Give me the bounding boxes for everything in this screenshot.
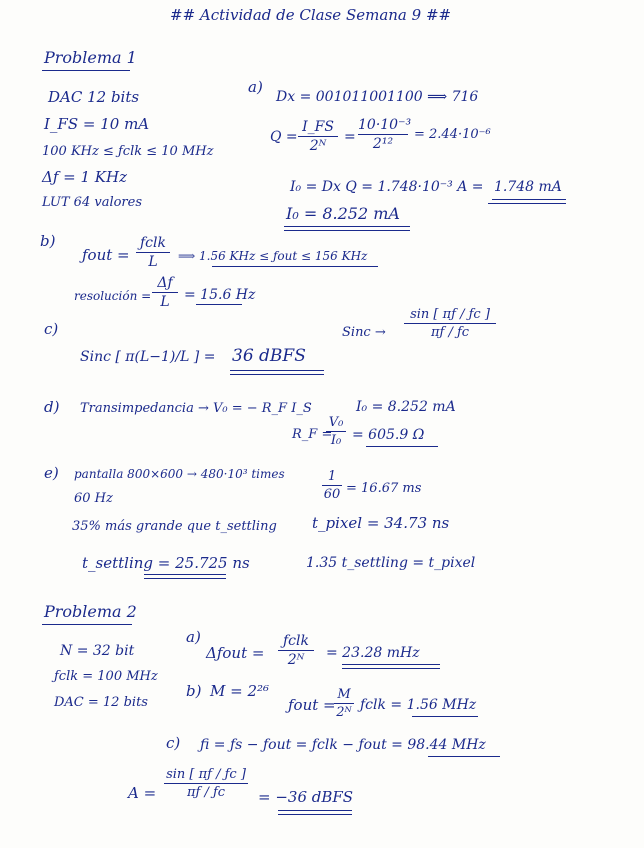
p1-b-fout-range-underline: [212, 266, 378, 267]
p1-a-q-fraction-2: [358, 117, 412, 152]
p1-given-ifs: I_FS = 10 mA: [44, 115, 150, 133]
p1-e-tpixel: t_pixel = 34.73 ns: [312, 514, 450, 532]
problem-2-heading: Problema 2: [44, 602, 137, 621]
p1-e-tsettling-underline-2: [144, 578, 226, 579]
p1-b-fout-fraction: [136, 236, 170, 269]
p1-e-period-result: = 16.67 ms: [346, 481, 422, 496]
p2-b-denominator: 2ᴺ: [336, 705, 352, 720]
problem-2-underline: [42, 624, 132, 625]
p1-a-io-calc: I₀ = Dx Q = 1.748·10⁻³ A =: [290, 179, 484, 195]
p1-e-tsettling: t_settling = 25.725 ns: [82, 554, 250, 572]
p2-a-denominator: 2ᴺ: [287, 652, 305, 668]
p1-c-label: c): [44, 320, 59, 338]
p1-c-sinc-eval: Sinc [ π(L−1)/L ] =: [80, 349, 216, 365]
p1-given-lut: LUT 64 valores: [42, 195, 143, 210]
p2-c-equation: ƒi = ƒs − ƒout = ƒclk − ƒout = 98.44 MHz: [200, 737, 486, 753]
p2-given-n: N = 32 bit: [60, 643, 135, 659]
p1-a-q-denominator: 2ᴺ: [309, 138, 327, 154]
p1-a-label: a): [248, 78, 263, 96]
p2-c-result-underline: [428, 756, 500, 757]
p1-a-dx: Dx = 001011001100 ⟹ 716: [276, 89, 479, 105]
p1-e-label: e): [44, 464, 59, 482]
p1-b-fout-range: ⟹ 1.56 KHz ≤ ƒout ≤ 156 KHz: [178, 249, 368, 263]
p2-b-numerator: M: [337, 687, 351, 702]
p1-c-sinc-denominator: πƒ / ƒc: [430, 325, 470, 340]
p2-a-fraction: [278, 634, 314, 667]
p1-d-rf-result-underline: [366, 446, 438, 447]
p1-e-relation: 1.35 t_settling = t_pixel: [306, 555, 476, 571]
p2-b-result: ƒclk = 1.56 MHz: [360, 697, 477, 713]
p2-a-lhs: Δƒout =: [206, 644, 265, 662]
p2-b-lhs: ƒout =: [288, 696, 336, 714]
p2-a-result: = 23.28 mHz: [326, 645, 420, 661]
p1-b-fout-lhs: ƒout =: [82, 246, 130, 264]
p2-d-result-underline-2: [278, 814, 352, 815]
p1-a-q-numerator: I_FS: [302, 119, 334, 135]
p1-given-fclk-range: 100 KHz ≤ ƒclk ≤ 10 MHz: [42, 144, 214, 159]
p2-given-fclk: ƒclk = 100 MHz: [54, 669, 158, 684]
p2-given-dac: DAC = 12 bits: [54, 695, 148, 710]
p2-b-fraction: [334, 688, 354, 719]
p1-a-io-final-underline-2: [284, 230, 410, 231]
p1-b-resolution-underline: [196, 304, 242, 305]
p2-d-denominator: πƒ / ƒc: [186, 785, 226, 800]
p1-b-resolution-value: = 15.6 Hz: [184, 287, 256, 303]
p1-given-dac: DAC 12 bits: [48, 88, 140, 106]
p1-e-period-denominator: 60: [323, 487, 341, 502]
p2-d-result: = −36 dBFS: [258, 788, 354, 806]
p1-e-percent-note: 35% más grande que t_settling: [72, 519, 277, 534]
p1-c-sinc-result: 36 dBFS: [232, 346, 306, 366]
p2-d-fraction: [164, 768, 248, 799]
p1-d-rf-denominator: I₀: [330, 433, 342, 448]
p1-a-io-result: 1.748 mA: [494, 179, 562, 195]
p2-b-m: M = 2²⁶: [210, 682, 270, 700]
p1-b-fout-denominator: L: [148, 254, 158, 270]
p1-a-q-fraction: [298, 120, 338, 153]
p2-a-label: a): [186, 628, 201, 646]
p1-d-rf-fraction: [326, 416, 346, 447]
p1-d-transimpedance: Transimpedancia → V₀ = − R_F I_S: [80, 401, 312, 416]
p1-a-q-result: = 2.44·10⁻⁶: [414, 127, 491, 142]
p1-e-tsettling-underline-1: [144, 574, 226, 575]
problem-1-heading: Problema 1: [44, 48, 137, 67]
p2-d-lhs: A =: [128, 784, 157, 802]
p1-a-q-equals: =: [344, 129, 356, 145]
p2-b-result-underline: [412, 716, 478, 717]
p2-b-label: b): [186, 682, 202, 700]
p1-d-rf-numerator: V₀: [328, 415, 344, 430]
p1-c-sinc-result-underline-1: [230, 370, 324, 371]
p1-a-io-final-underline-1: [284, 226, 410, 227]
p1-b-fout-numerator: ƒclk: [140, 235, 166, 251]
p1-a-io-result-underline-2: [488, 203, 566, 204]
p1-b-label: b): [40, 232, 56, 250]
p1-a-io-final: I₀ = 8.252 mA: [286, 204, 400, 223]
p2-a-numerator: ƒclk: [283, 633, 309, 649]
p1-a-q-numerator-2: 10·10⁻³: [358, 117, 412, 133]
p1-e-screen: pantalla 800×600 → 480·10³ times: [74, 467, 285, 481]
p1-d-rf-result: = 605.9 Ω: [352, 427, 425, 443]
p1-a-io-result-underline-1: [492, 199, 566, 200]
p2-a-result-underline-1: [342, 664, 440, 665]
p2-c-label: c): [166, 734, 181, 752]
p1-d-label: d): [44, 398, 60, 416]
p1-b-resolution-denominator: L: [160, 294, 170, 310]
p1-e-period-fraction: [322, 470, 342, 501]
p1-c-sinc-def: Sinc →: [342, 325, 386, 340]
p1-a-q-lhs: Q =: [270, 129, 298, 145]
page-title: ## Actividad de Clase Semana 9 ##: [170, 6, 452, 24]
problem-1-underline: [42, 70, 130, 71]
p1-c-sinc-result-underline-2: [230, 374, 324, 375]
p2-a-result-underline-2: [342, 668, 440, 669]
p1-a-q-denominator-2: 2¹²: [372, 136, 394, 152]
p1-c-sinc-numerator: sin [ πƒ / ƒc ]: [410, 307, 490, 322]
p1-b-resolution-numerator: Δƒ: [157, 275, 173, 291]
p1-b-resolution-lhs: resolución =: [74, 289, 152, 303]
p2-d-result-underline-1: [278, 810, 352, 811]
p1-d-rf-lhs: R_F =: [292, 427, 333, 442]
p1-c-sinc-fraction: [404, 308, 496, 339]
p1-e-period-numerator: 1: [327, 469, 337, 484]
p1-given-delta-f: Δƒ = 1 KHz: [42, 168, 127, 186]
p1-d-io: I₀ = 8.252 mA: [356, 399, 456, 415]
p1-e-refresh: 60 Hz: [74, 491, 113, 506]
p2-d-numerator: sin [ πƒ / ƒc ]: [166, 767, 246, 782]
p1-b-resolution-fraction: [152, 276, 178, 309]
